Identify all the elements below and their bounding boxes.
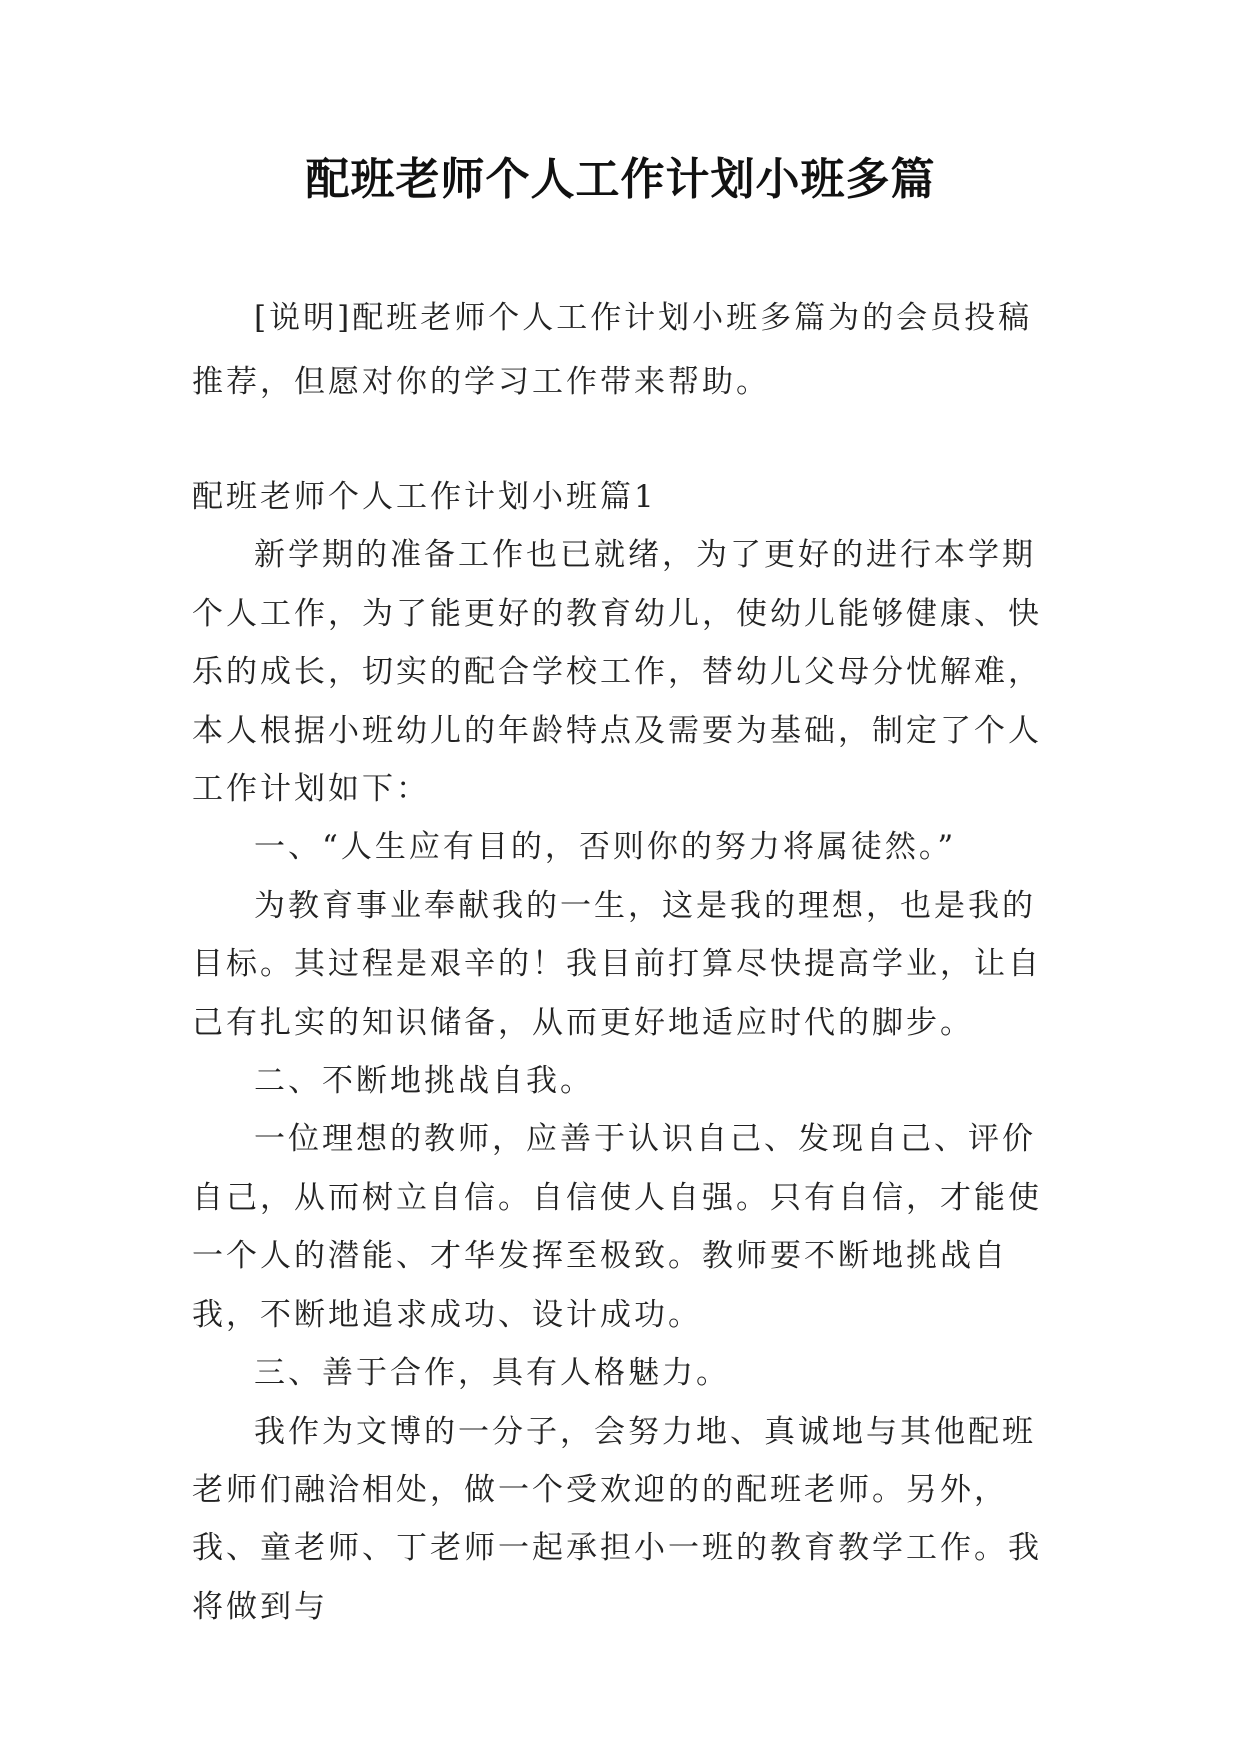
article-body [192, 468, 1052, 1636]
paragraph: 一、“人生应有目的，否则你的努力将属徒然。” [254, 829, 957, 866]
section-heading: 配班老师个人工作计划小班篇1 [192, 479, 657, 515]
paragraph: 新学期的准备工作也已就绪，为了更好的进行本学期个人工作，为了能更好的教育幼儿，使幼儿能够健康、快乐的成长，切实的配合学校工作，替幼儿父母分忧解难，本人根据小班幼儿的年龄特点及需要为基础，制定了个人工作计划如下： [192, 537, 1042, 808]
paragraph: 我作为文博的一分子，会努力地、真诚地与其他配班老师们融洽相处，做一个受欢迎的的配班老师。另外，我、童老师、丁老师一起承担小一班的教育教学工作。我将做到与 [192, 1413, 1042, 1625]
intro-paragraph: [说明]配班老师个人工作计划小班多篇为的会员投稿推荐，但愿对你的学习工作带来帮助。 [192, 300, 1033, 400]
paragraph: 二、不断地挑战自我。 [254, 1063, 594, 1100]
paragraph: 三、善于合作，具有人格魅力。 [254, 1355, 730, 1392]
intro-block [192, 286, 1052, 414]
paragraph: 一位理想的教师，应善于认识自己、发现自己、评价自己，从而树立自信。自信使人自强。只有自信，才能使一个人的潜能、才华发挥至极致。教师要不断地挑战自我，不断地追求成功、设计成功。 [192, 1121, 1042, 1333]
paragraph: 为教育事业奉献我的一生，这是我的理想，也是我的目标。其过程是艰辛的！我目前打算尽快提高学业，让自己有扎实的知识储备，从而更好地适应时代的脚步。 [192, 887, 1042, 1041]
document-title: 配班老师个人工作计划小班多篇 [305, 154, 936, 205]
